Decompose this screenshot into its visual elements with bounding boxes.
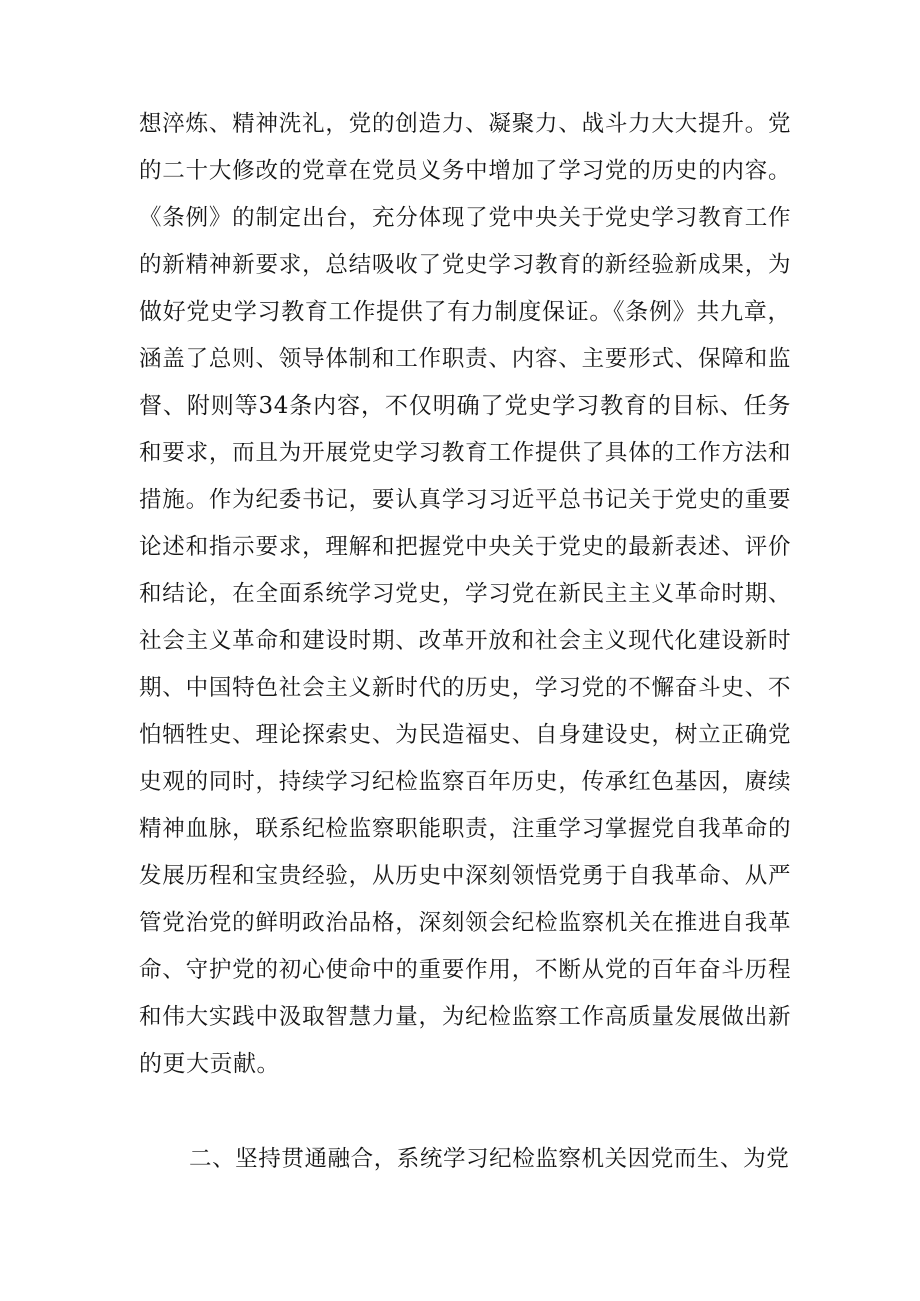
- paragraph-line-5: 做好党史学习教育工作提供了有力制度保证。《条例》共九章，: [139, 299, 791, 325]
- paragraph-line-8: 和要求，而且为开展党史学习教育工作提供了具体的工作方法和: [139, 440, 791, 466]
- paragraph-line-21: 的更大贡献。: [139, 1051, 280, 1077]
- paragraph-line-7: 督、附则等34条内容，不仅明确了党史学习教育的目标、任务: [139, 393, 791, 419]
- paragraph-line-18: 管党治党的鲜明政治品格，深刻领会纪检监察机关在推进自我革: [139, 910, 791, 936]
- paragraph-line-17: 发展历程和宝贵经验，从历史中深刻领悟党勇于自我革命、从严: [139, 863, 791, 889]
- paragraph-line-2: 的二十大修改的党章在党员义务中增加了学习党的历史的内容。: [139, 158, 791, 184]
- paragraph-line-1: 想淬炼、精神洗礼，党的创造力、凝聚力、战斗力大大提升。党: [139, 111, 791, 137]
- paragraph-line-4: 的新精神新要求，总结吸收了党史学习教育的新经验新成果，为: [139, 252, 791, 278]
- paragraph-line-13: 期、中国特色社会主义新时代的历史，学习党的不懈奋斗史、不: [139, 675, 791, 701]
- paragraph-line-9: 措施。作为纪委书记，要认真学习习近平总书记关于党史的重要: [139, 487, 791, 513]
- paragraph-line-10: 论述和指示要求，理解和把握党中央关于党史的最新表述、评价: [139, 534, 791, 560]
- paragraph-line-6: 涵盖了总则、领导体制和工作职责、内容、主要形式、保障和监: [139, 346, 791, 372]
- paragraph-line-12: 社会主义革命和建设时期、改革开放和社会主义现代化建设新时: [139, 628, 791, 654]
- paragraph-line-14: 怕牺牲史、理论探索史、为民造福史、自身建设史，树立正确党: [139, 722, 791, 748]
- paragraph-line-3: 《条例》的制定出台，充分体现了党中央关于党史学习教育工作: [139, 205, 791, 231]
- paragraph-line-16: 精神血脉，联系纪检监察职能职责，注重学习掌握党自我革命的: [139, 816, 791, 842]
- paragraph-line-20: 和伟大实践中汲取智慧力量，为纪检监察工作高质量发展做出新: [139, 1004, 791, 1030]
- paragraph-line-19: 命、守护党的初心使命中的重要作用，不断从党的百年奋斗历程: [139, 957, 791, 983]
- paragraph-line-11: 和结论，在全面系统学习党史，学习党在新民主主义革命时期、: [139, 581, 791, 607]
- paragraph-line-15: 史观的同时，持续学习纪检监察百年历史，传承红色基因，赓续: [139, 769, 791, 795]
- section-heading: 二、坚持贯通融合，系统学习纪检监察机关因党而生、为党: [189, 1146, 789, 1172]
